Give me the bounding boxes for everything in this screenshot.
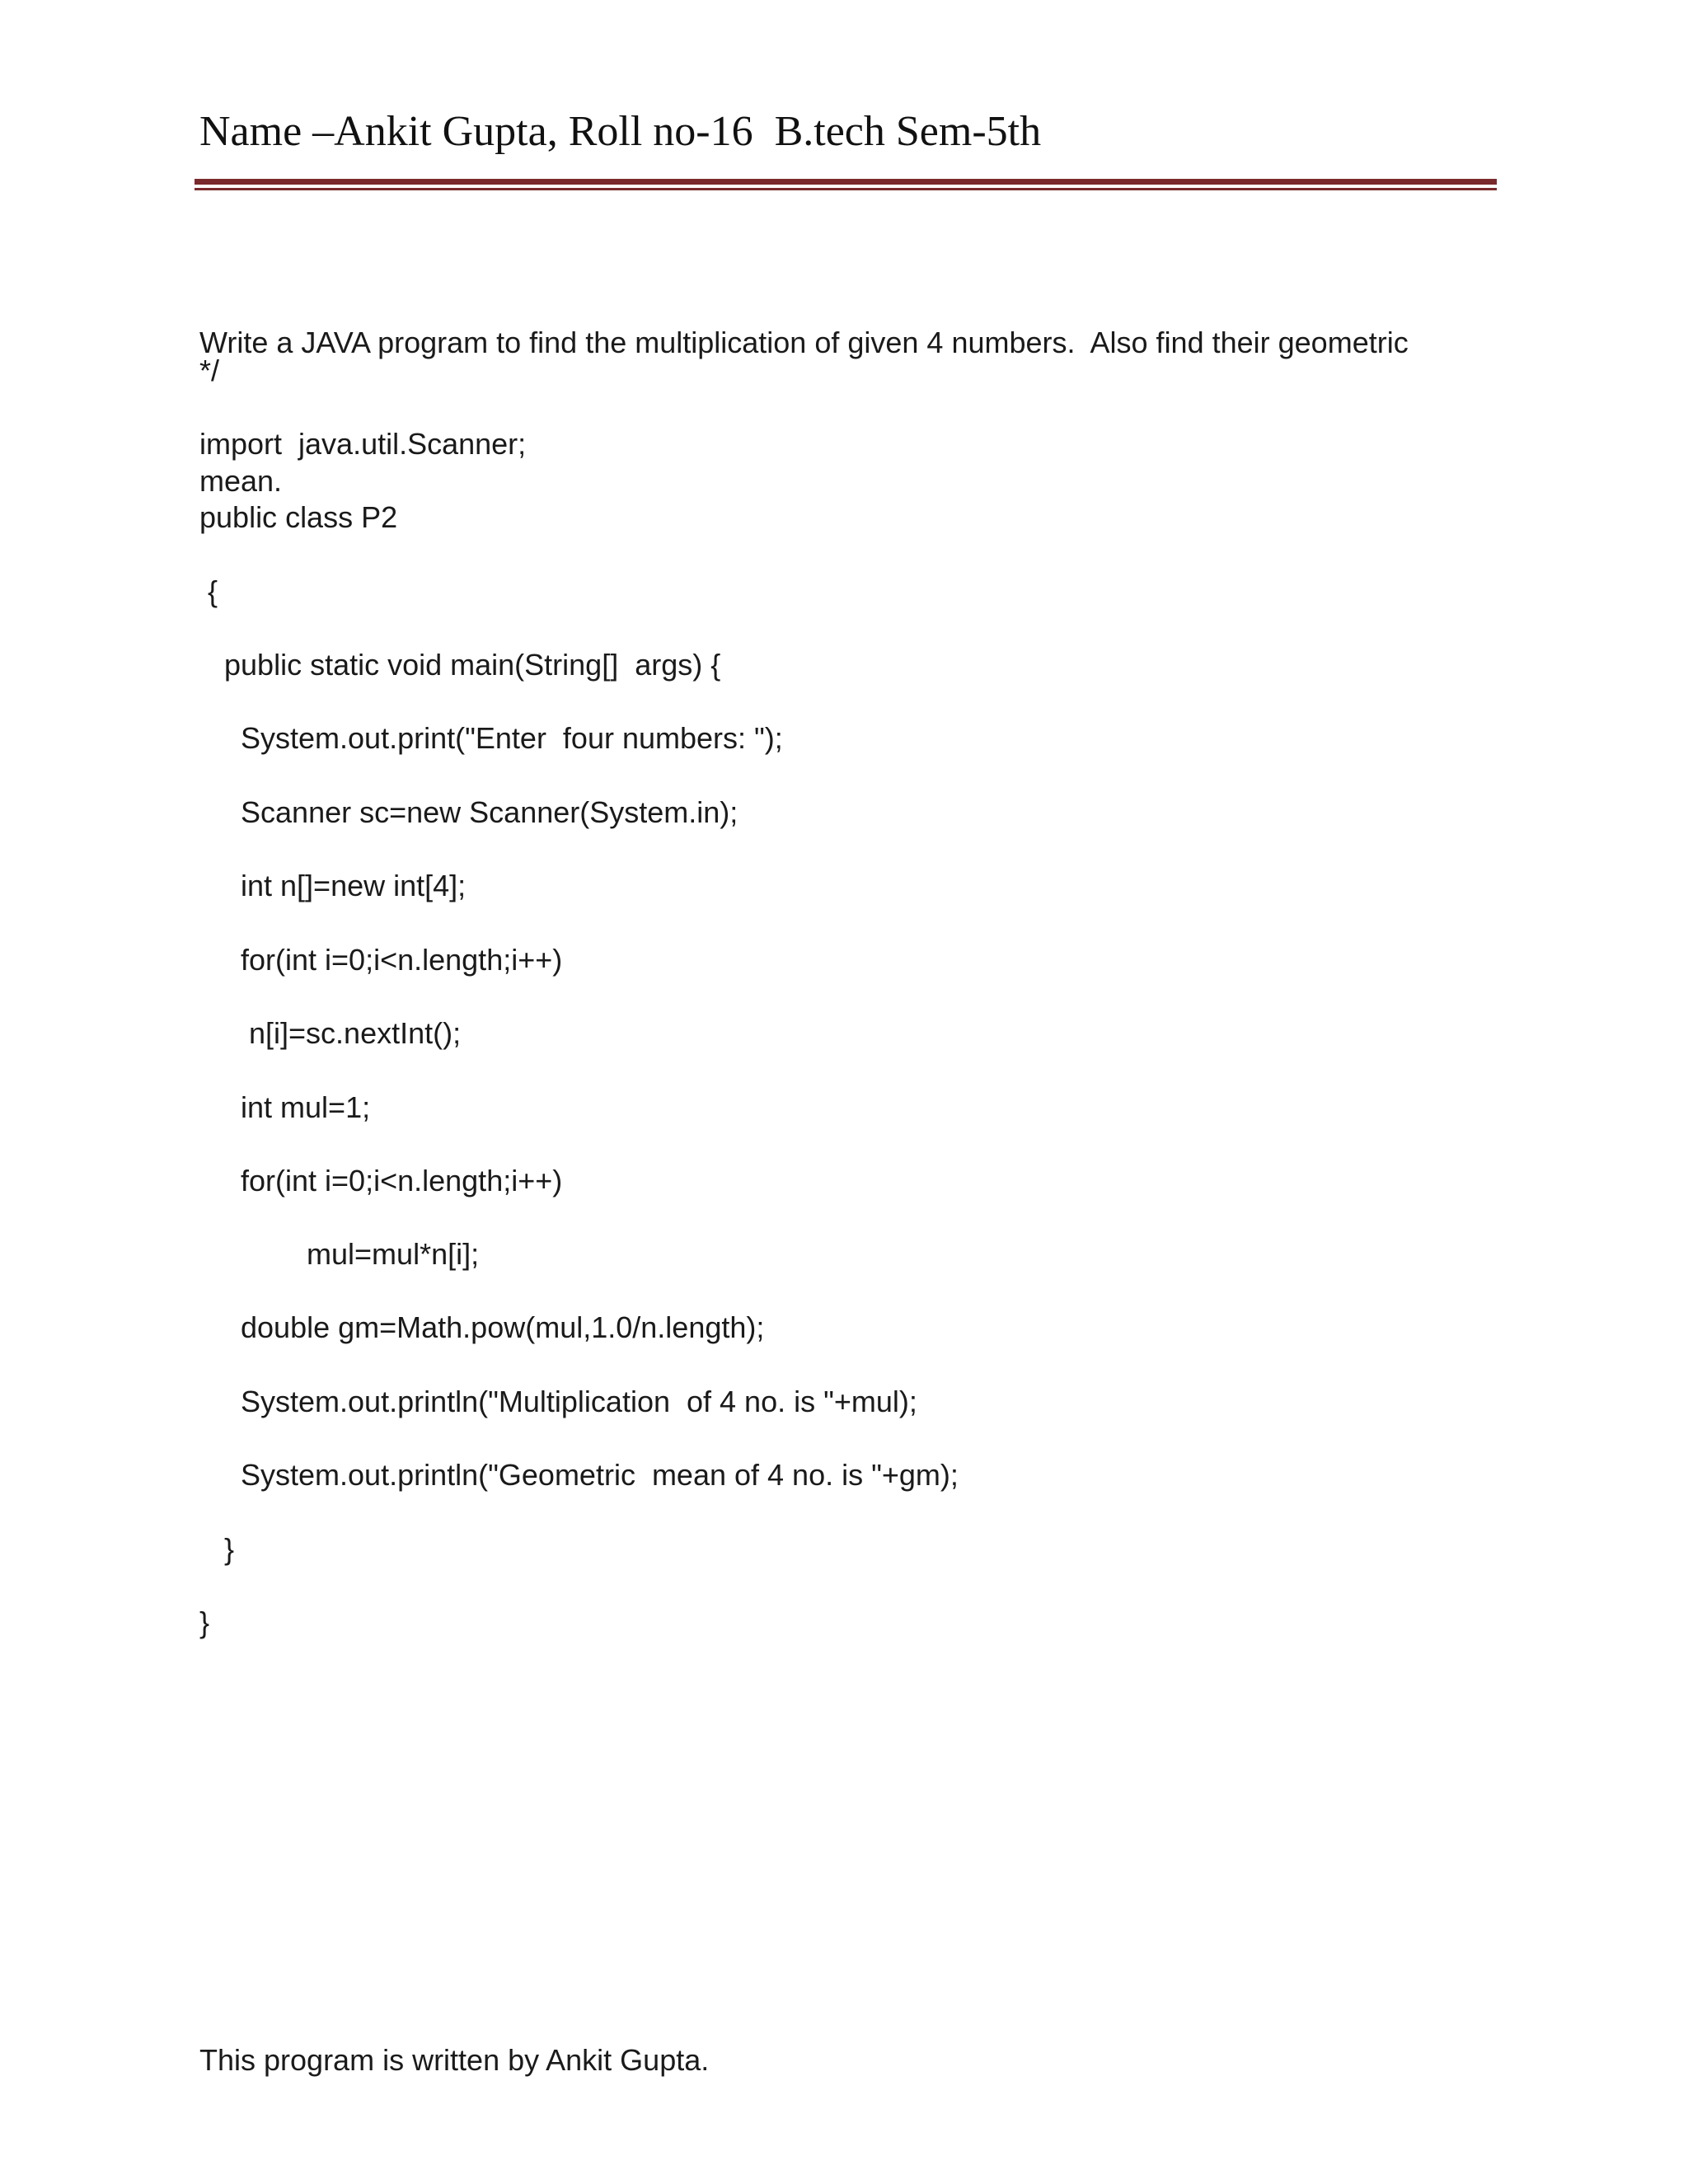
code-line-class-close: } [199,1605,210,1639]
assignment-prompt-line-1: Write a JAVA program to find the multiplication of given 4 numbers. Also find their geometric [199,326,1409,359]
code-line-comment-end: */ [199,354,220,387]
code-line-print-mul: System.out.println("Multiplication of 4 no. is "+mul); [199,1385,917,1418]
code-line-mul-update: mul=mul*n[i]; [199,1237,480,1271]
assignment-prompt-line-2: mean. [199,464,283,498]
code-line-for-read: for(int i=0;i<n.length;i++) [199,943,563,977]
header-rule-thick [195,179,1497,185]
code-line-main-decl: public static void main(String[] args) { [199,648,721,682]
page-footer: This program is written by Ankit Gupta. [199,2043,710,2077]
code-line-mul-init: int mul=1; [199,1090,371,1124]
code-line-print-prompt: System.out.print("Enter four numbers: "); [199,721,783,755]
code-line-scanner: Scanner sc=new Scanner(System.in); [199,795,738,829]
header-rule-thin [195,188,1497,190]
assignment-prompt [199,227,1469,597]
code-line-read-int: n[i]=sc.nextInt(); [199,1016,462,1050]
code-line-main-close: } [199,1532,235,1566]
code-line-array-decl: int n[]=new int[4]; [199,869,467,902]
code-line-class-open: { [199,574,218,608]
code-line-class-decl: public class P2 [199,500,398,534]
code-line-import: import java.util.Scanner; [199,427,527,461]
page-header-title: Name –Ankit Gupta, Roll no-16 B.tech Sem-5th [199,108,1042,155]
code-line-print-gm: System.out.println("Geometric mean of 4 no. is "+gm); [199,1458,959,1492]
code-line-for-mul: for(int i=0;i<n.length;i++) [199,1164,563,1197]
code-line-gm-calc: double gm=Math.pow(mul,1.0/n.length); [199,1310,765,1344]
